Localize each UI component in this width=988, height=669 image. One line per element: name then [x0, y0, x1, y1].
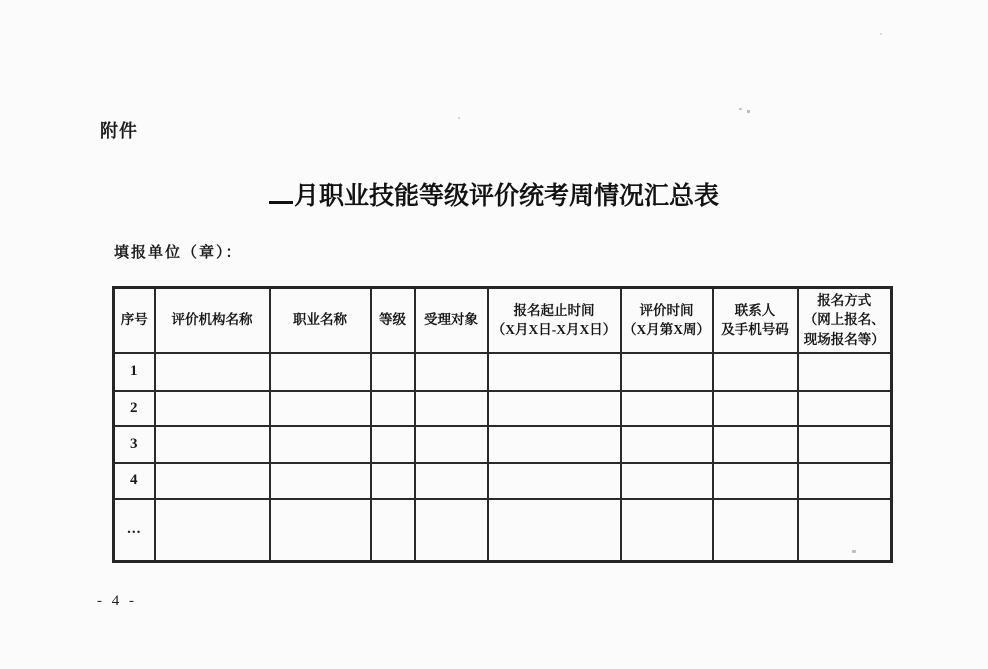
empty-cell [488, 463, 621, 499]
scan-noise-dot [880, 33, 882, 35]
table-row [114, 463, 892, 499]
scan-noise-dot [739, 108, 742, 110]
scan-noise-dot [458, 117, 460, 119]
empty-cell [621, 391, 713, 426]
empty-cell [415, 353, 488, 391]
empty-cell [798, 426, 892, 463]
empty-cell [371, 353, 415, 391]
empty-cell [621, 426, 713, 463]
empty-cell [488, 426, 621, 463]
empty-cell [270, 463, 371, 499]
header-label-line1: 报名起止时间 [513, 302, 595, 318]
header-label: 职业名称 [293, 312, 347, 328]
header-label-line3: 现场报名等） [803, 332, 885, 348]
empty-cell [270, 391, 371, 426]
header-cell-evaluation-time [621, 288, 713, 353]
header-cell-contact-phone [713, 288, 798, 353]
table-row [114, 353, 892, 391]
empty-cell [488, 391, 621, 426]
header-cell-level [371, 288, 415, 353]
summary-table [112, 286, 893, 563]
empty-cell [798, 499, 892, 562]
header-cell-seq [114, 288, 155, 353]
empty-cell [270, 426, 371, 463]
document-title: 月职业技能等级评价统考周情况汇总表 [293, 183, 719, 210]
empty-cell [621, 499, 713, 562]
empty-cell [415, 391, 488, 426]
empty-cell [798, 463, 892, 499]
empty-cell [371, 391, 415, 426]
header-cell-acceptance-target [415, 288, 488, 353]
document-title-row [0, 176, 988, 212]
empty-cell [713, 391, 798, 426]
scan-noise-dot [852, 550, 856, 553]
table-header-row [114, 288, 892, 353]
empty-cell [798, 353, 892, 391]
empty-cell [270, 353, 371, 391]
header-label-line2: 及手机号码 [721, 322, 789, 338]
empty-cell [155, 353, 270, 391]
empty-cell [155, 463, 270, 499]
header-label: 受理对象 [424, 312, 478, 328]
empty-cell [155, 499, 270, 562]
header-label: 等级 [379, 312, 406, 328]
empty-cell [488, 353, 621, 391]
table-row [114, 499, 892, 562]
row-seq-cell: 3 [114, 426, 155, 463]
page-number: - 4 - [97, 593, 137, 609]
empty-cell [713, 499, 798, 562]
title-blank-underline [269, 186, 293, 204]
attachment-label: 附件 [100, 121, 138, 141]
empty-cell [488, 499, 621, 562]
header-cell-agency-name [155, 288, 270, 353]
row-seq-cell: 1 [114, 353, 155, 391]
empty-cell [155, 391, 270, 426]
table-row [114, 426, 892, 463]
header-label-line2: （网上报名、 [803, 312, 885, 328]
header-label: 序号 [120, 312, 148, 328]
empty-cell [371, 426, 415, 463]
fill-unit-label: 填报单位（章）： [114, 245, 243, 261]
header-cell-registration-period [488, 288, 621, 353]
empty-cell [155, 426, 270, 463]
header-label-line2: （X月第X周） [623, 322, 710, 338]
row-seq-cell: 2 [114, 391, 155, 426]
header-label: 评价机构名称 [171, 312, 253, 328]
empty-cell [415, 463, 488, 499]
empty-cell [371, 463, 415, 499]
empty-cell [621, 353, 713, 391]
header-cell-registration-method [798, 288, 892, 353]
empty-cell [713, 426, 798, 463]
empty-cell [713, 463, 798, 499]
row-seq-cell: 4 [114, 463, 155, 499]
empty-cell [621, 463, 713, 499]
header-label-line1: 报名方式 [817, 292, 872, 308]
empty-cell [415, 499, 488, 562]
empty-cell [371, 499, 415, 562]
row-seq-cell: ... [114, 499, 155, 562]
header-label-line2: （X月X日-X月X日） [491, 322, 617, 338]
empty-cell [713, 353, 798, 391]
empty-cell [415, 426, 488, 463]
empty-cell [798, 391, 892, 426]
header-label-line1: 联系人 [734, 302, 776, 318]
header-label-line1: 评价时间 [639, 302, 694, 318]
scan-noise-dot [747, 110, 750, 113]
table-row [114, 391, 892, 426]
empty-cell [270, 499, 371, 562]
header-cell-occupation-name [270, 288, 371, 353]
